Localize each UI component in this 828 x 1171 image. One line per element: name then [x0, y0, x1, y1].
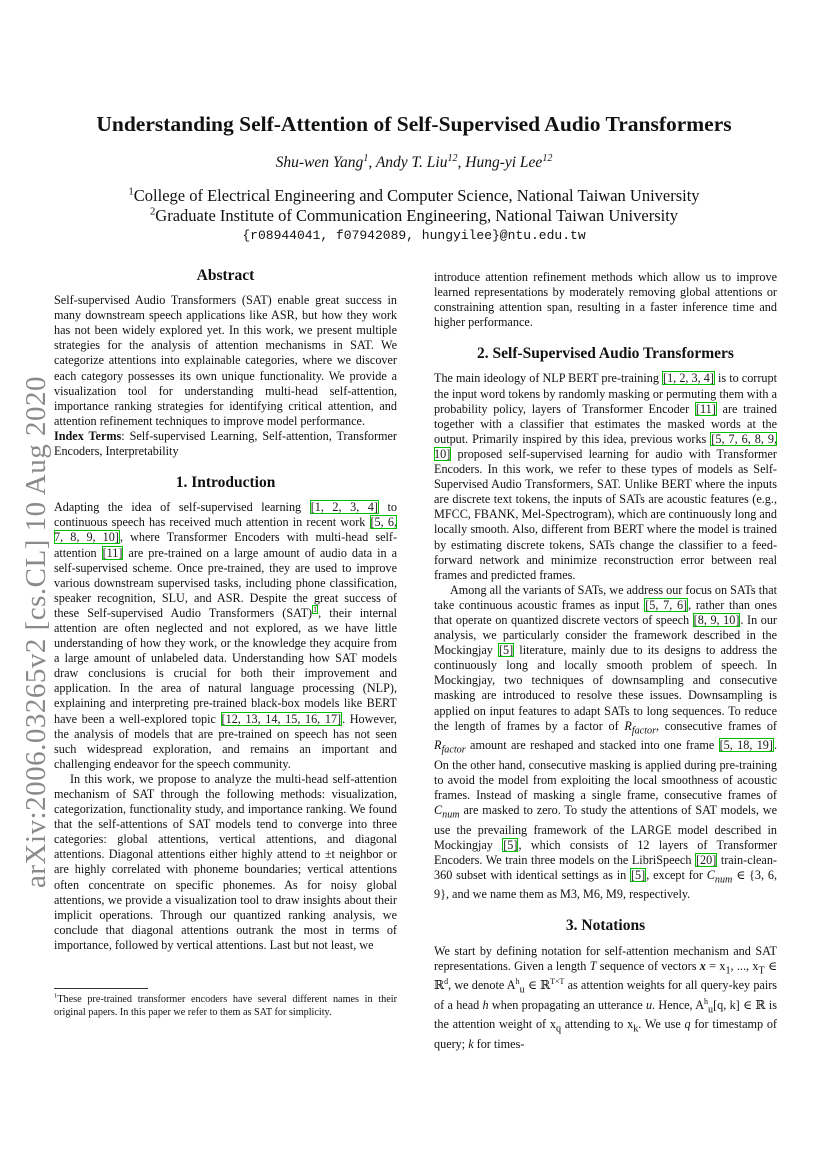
footnote: [54, 994, 397, 1019]
section-heading-introduction: 1. Introduction: [175, 474, 276, 492]
section-heading-sat: 2. Self-Supervised Audio Transformers: [477, 345, 734, 363]
footnote-text: These pre-trained transformer encoders have several different names in their original papers. In this paper we refer to them as SAT for simplicity.: [54, 994, 397, 1018]
citation-link[interactable]: [8, 9, 10]: [693, 612, 740, 627]
affiliation-marker: 1: [363, 152, 369, 164]
author-name: Hung-yi Lee: [465, 154, 543, 171]
intro-paragraph-2: In this work, we propose to analyze the multi-head self-attention mechanism of SAT through the following methods: visualization, categorization, functionality study, and importance ranking. We found that the self-attentions of SAT models tend to converge into three categories: global attentions, vertical attentions, and diagonal attentions. Diagonal attentions either highly attend to ±t neighbor or are highly correlated with phoneme boundaries; vertical attentions often concentrate on specific phonemes. As for noisy global attentions, we provide a visualization tool to draw insights about their implicit operations. Through our quantized ranking analysis, we conclude that diagonal attentions outrank the most in terms of importance, followed by vertical attentions. Last but not least, we: [54, 771, 397, 952]
section-heading-notations: 3. Notations: [565, 917, 646, 935]
footnote-divider: [54, 988, 148, 989]
footnote-link[interactable]: 1: [313, 604, 318, 614]
author-emails: {r08944041, f07942089, hungyilee}@ntu.edu.tw: [242, 228, 586, 243]
author-name: Andy T. Liu: [375, 154, 448, 171]
abstract-heading: Abstract: [196, 267, 255, 284]
citation-link[interactable]: [5]: [503, 837, 518, 852]
citation-link[interactable]: [5, 18, 19]: [719, 738, 773, 753]
citation-link[interactable]: [20]: [695, 852, 717, 867]
affiliation-marker: 12: [542, 152, 553, 164]
footnote-marker: 1: [54, 992, 58, 1000]
notations-paragraph: We start by defining notation for self-attention mechanism and SAT representations. Given a length T sequence of vectors $x = x_1$, ..., $x_T$ ∈ ℝ$^d$, we denote $A^h_u$ ∈ ℝ$^{T\times T}$ as attention weights for all query-key pairs of a head h when propagating an utterance u. Hence, $A^h_u[q$, k] ∈ ℝ is the attention weight of $x_q$ attending to $x_k$. We use q for timestamp of query; k for times-: [434, 943, 778, 1051]
intro-paragraph-1: Adapting the idea of self-supervised learning [1, 2, 3, 4] to continuous speech has received much attention in recent work [5, 6, 7, 8, 9, 10], where Transformer Encoders with multi-head self-attention [11] are pre-trained on a large amount of audio data in a self-supervised scheme. Once pre-trained, they are used to improve various downstream supervised tasks, including phone classification, speaker recognition, SLU, and ASR. Despite the great success of these Self-supervised Audio Transformers (SAT)$^1$, their internal attention are often neglected and not explored, as we have little understanding of how they work, or the knowledge they acquire from a large amount of unlabeled data. Understanding how SAT models draw conclusions is crucial for both their improvement and application. In the area of natural language processing (NLP), explaining and interpreting pre-trained black-box models like BERT have been a well-explored topic [12, 13, 14, 15, 16, 17]. However, the analysis of models that are pre-trained on speech has not seen such widespread exploration, and remains an important and challenging endeavor for the speech community.: [54, 500, 398, 771]
citation-link[interactable]: [11]: [102, 545, 123, 560]
affiliation-marker: 12: [447, 152, 458, 164]
index-terms-text: : Self-supervised Learning, Self-attention, Transformer Encoders, Interpretability: [54, 428, 397, 459]
citation-link[interactable]: [5, 7, 6, 8, 9, 10]: [434, 431, 778, 461]
citation-link[interactable]: [5]: [499, 643, 514, 658]
abstract-text: Self-supervised Audio Transformers (SAT) enable great success in many downstream speech applications like ASR, but how they work has not been widely explored yet. In this work, we present multiple strategies for the analysis of attention mechanisms in SAT. We categorize attentions into explainable categories, where we discover each category possesses its own unique functionality. We provide a visualization tool for understanding multi-head self-attention, importance ranking strategies for identifying critical attention, and attention refinement techniques to improve model performance.: [54, 293, 397, 428]
affiliation-text: College of Electrical Engineering and Computer Science, National Taiwan University: [133, 186, 700, 205]
sat-paragraph-1: The main ideology of NLP BERT pre-training [1, 2, 3, 4] is to corrupt the input word tokens by randomly masking or permuting them with a probability policy, layers of Transformer Encoder [11] are trained together with a classifier that estimates the masked words at the output. Primarily inspired by this idea, previous works [5, 7, 6, 8, 9, 10] proposed self-supervised learning for audio with Transformer Encoders. In this work, we refer to these types of models as Self-Supervised Audio Transformers, SAT. Unlike BERT where the inputs are discrete text tokens, the inputs of SATs are acoustic features (e.g., MFCC, FBANK, Mel-Spectrogram), which are continuously long and locally smooth. Also, different from BERT where the model is trained by estimating discrete tokens, SATs change the classifier to a feed-forward network and minimize reconstruction error between real frames and predicted frames.: [434, 371, 778, 582]
index-terms-label: Index Terms: [54, 428, 122, 443]
citation-link[interactable]: [5, 7, 6]: [645, 597, 688, 612]
citation-link[interactable]: [5, 6, 7, 8, 9, 10]: [54, 515, 397, 545]
author-line: Shu-wen Yang$^1$, Andy T. Liu$^{12}$, Hung-yi Lee$^{12}$: [275, 152, 553, 171]
affiliation-2: [60, 206, 768, 226]
index-terms: [54, 429, 397, 459]
author-name: Shu-wen Yang: [275, 154, 364, 171]
affiliation-marker: 1: [128, 185, 134, 198]
intro-continuation: introduce attention refinement methods which allow us to improve learned representations by moderately removing global attentions or constraining attention span, resulting in a faster inference time and higher performance.: [434, 270, 777, 330]
affiliation-marker: 2: [149, 205, 156, 218]
affiliation-1: [60, 186, 768, 206]
sat-paragraph-2: Among all the variants of SATs, we address our focus on SATs that take continuous acoustic frames as input [5, 7, 6], rather than ones that operate on quantized discrete vectors of speech [8, 9, 10]. In our analysis, we particularly consider the framework described in the Mockingjay [5] literature, mainly due to its designs to address the continuously long and locally smooth problem of speech. In Mockingjay, two techniques of downsampling and consecutive masking are introduced to resolve these issues. Downsampling is applied on input features to adapt SATs to long sequences. To reduce the length of frames by a factor of $R_{factor}$, consecutive frames of $R_{factor}$ amount are reshaped and stacked into one frame [5, 18, 19]. On the other hand, consecutive masking is applied during pre-training to avoid the model from exploiting the local smoothness of acoustic frames. Instead of masking a single frame, consecutive frames of $C_{num}$ are masked to zero. To study the attentions of SAT models, we use the prevailing framework of the LARGE model described in Mockingjay [5], which consists of 12 layers of Transformer Encoders. We train three models on the LibriSpeech [20] train-clean-360 subset with identical settings as in [5], except for $C_{num}$ ∈ {3, 6, 9}, and we name them as M3, M6, M9, respectively.: [434, 582, 778, 902]
right-column: [434, 270, 777, 1052]
citation-link[interactable]: [12, 13, 14, 15, 16, 17]: [221, 711, 342, 726]
paper-title: Understanding Self-Attention of Self-Supervised Audio Transformers: [96, 112, 732, 136]
citation-link[interactable]: [1, 2, 3, 4]: [310, 500, 378, 515]
citation-link[interactable]: [11]: [695, 401, 716, 416]
affiliation-text: Graduate Institute of Communication Engineering, National Taiwan University: [155, 206, 679, 225]
left-column: [54, 268, 397, 953]
arxiv-identifier-stamp: arXiv:2006.03265v2 [cs.CL] 10 Aug 2020: [20, 376, 52, 888]
citation-link[interactable]: [5]: [631, 867, 646, 882]
citation-link[interactable]: [1, 2, 3, 4]: [663, 371, 714, 386]
